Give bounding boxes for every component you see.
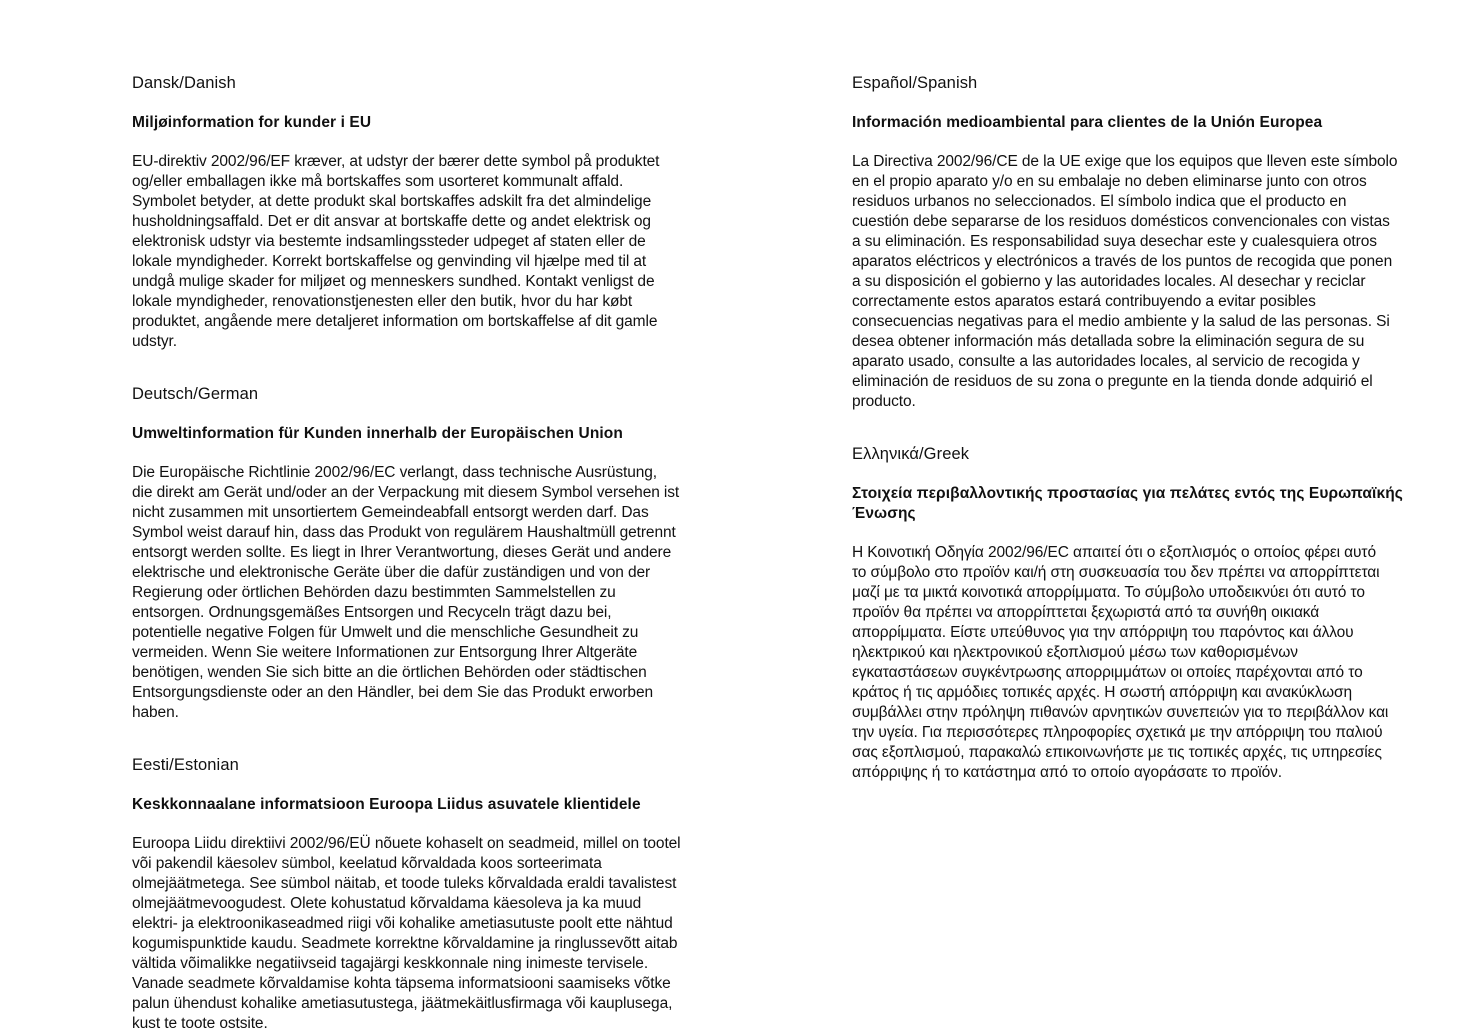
text-line: κράτος ή τις αρμόδιες τοπικές αρχές. Η σωστή απόρριψη και ανακύκλωση: [852, 684, 1353, 701]
section-title-estonian: Keskkonnaalane informatsioon Euroopa Liidus asuvatele klientidele: [132, 796, 641, 813]
text-line: eliminación de residuos de su zona o pregunte en la tienda donde adquirió el: [852, 373, 1373, 390]
text-line: potentielle negative Folgen für Umwelt und die menschliche Gesundheit zu: [132, 624, 639, 641]
section-title-danish: Miljøinformation for kunder i EU: [132, 114, 372, 131]
text-line: haben.: [132, 704, 179, 721]
section-title-greek-line: Ένωσης: [852, 505, 916, 522]
text-line: απορρίμματα. Είστε υπεύθυνος για την απόρριψη του παρόντος και άλλου: [852, 624, 1354, 641]
text-line: entsorgt werden sollte. Es liegt in Ihrer Verantwortung, dieses Gerät und andere: [132, 544, 672, 561]
text-line: Symbolet betyder, at dette produkt skal bortskaffes adskilt fra det almindelige: [132, 193, 652, 210]
text-line: a su disposición el gobierno y las autoridades locales. Al desechar y reciclar: [852, 273, 1366, 290]
section-spanish: [852, 72, 1476, 412]
text-line: vermeiden. Wenn Sie weitere Informationen zur Entsorgung Ihrer Altgeräte: [132, 644, 638, 661]
language-heading-german: Deutsch/German: [132, 385, 259, 403]
text-line: consecuencias negativas para el medio ambiente y la salud de las personas. Si: [852, 313, 1390, 330]
section-greek: [852, 443, 1476, 783]
text-line: husholdningsaffald. Det er dit ansvar at bortskaffe dette og andet elektrisk og: [132, 213, 651, 230]
left-column: [132, 72, 772, 1034]
text-line: μαζί με τα μικτά κοινοτικά απορρίμματα. Το σύμβολο υποδεικνύει ότι αυτό το: [852, 584, 1365, 601]
text-line: kust te toote ostsite.: [132, 1015, 268, 1032]
text-line: Vanade seadmete kõrvaldamise kohta täpsema informatsiooni saamiseks võtke: [132, 975, 671, 992]
text-line: produktet, angående mere detaljeret information om bortskaffelse af dit gamle: [132, 313, 658, 330]
text-line: συμβάλλει στην πρόληψη πιθανών αρνητικών συνεπειών για το περιβάλλον και: [852, 704, 1389, 721]
text-line: aparatos eléctricos y electrónicos a través de los puntos de recogida que ponen: [852, 253, 1393, 270]
paragraph-german: [132, 463, 772, 723]
language-heading-estonian: Eesti/Estonian: [132, 756, 239, 774]
text-line: die direkt am Gerät und/oder an der Verpackung mit diesem Symbol versehen ist: [132, 484, 680, 501]
text-line: εγκαταστάσεων συγκέντρωσης απορριμμάτων οι οποίες παρέχονται από το: [852, 664, 1363, 681]
text-line: udstyr.: [132, 333, 177, 350]
text-line: Die Europäische Richtlinie 2002/96/EC verlangt, dass technische Ausrüstung,: [132, 464, 657, 481]
text-line: nicht zusammen mit unsortiertem Gemeindeabfall entsorgt werden darf. Das: [132, 504, 649, 521]
text-line: Regierung oder örtlichen Behörden dazu bestimmten Sammelstellen zu: [132, 584, 616, 601]
text-line: ηλεκτρικού και ηλεκτρονικού εξοπλισμού μέσω των καθορισμένων: [852, 644, 1298, 661]
text-line: elektronisk udstyr via bestemte indsamlingssteder udpeget af staten eller de: [132, 233, 646, 250]
section-german: [132, 383, 772, 723]
paragraph-estonian: [132, 834, 772, 1034]
text-line: en el propio aparato y/o en su embalaje no deben eliminarse junto con otros: [852, 173, 1367, 190]
text-line: lokale myndigheder, renovationstjenesten eller den butik, hvor du har købt: [132, 293, 633, 310]
text-line: või pakendil käesolev sümbol, keelatud kõrvaldada koos sorteerimata: [132, 855, 602, 872]
text-line: lokale myndigheder. Korrekt bortskaffelse og genvinding vil hjælpe med til at: [132, 253, 647, 270]
section-estonian: [132, 754, 772, 1034]
section-danish: [132, 72, 772, 352]
text-line: correctamente estos aparatos estará contribuyendo a evitar posibles: [852, 293, 1316, 310]
text-line: elektrische und elektronische Geräte über die dafür zuständigen und von der: [132, 564, 651, 581]
text-line: a su eliminación. Es responsabilidad suya desechar este y cualesquiera otros: [852, 233, 1377, 250]
text-line: vältida võimalikke negatiivseid tagajärgi keskkonnale ning inimeste tervisele.: [132, 955, 649, 972]
language-heading-spanish: Español/Spanish: [852, 74, 978, 92]
text-line: Symbol weist darauf hin, dass das Produkt von regulärem Haushaltmüll getrennt: [132, 524, 676, 541]
text-line: απόρριψης ή το κατάστημα από το οποίο αγοράσατε το προϊόν.: [852, 764, 1282, 781]
text-line: og/eller emballagen ikke må bortskaffes som usorteret kommunalt affald.: [132, 173, 624, 190]
text-line: benötigen, wenden Sie sich bitte an die örtlichen Behörden oder städtischen: [132, 664, 647, 681]
text-line: palun ühendust kohalike ametiasutustega, jäätmekäitlusfirmaga või kauplusega,: [132, 995, 673, 1012]
text-line: προϊόν θα πρέπει να απορρίπτεται ξεχωριστά από τα συνήθη οικιακά: [852, 604, 1320, 621]
text-line: La Directiva 2002/96/CE de la UE exige que los equipos que lleven este símbolo: [852, 153, 1398, 170]
text-line: residuos urbanos no seleccionados. El símbolo indica que el producto en: [852, 193, 1347, 210]
text-line: σας εξοπλισμού, παρακαλώ επικοινωνήστε με τις τοπικές αρχές, τις υπηρεσίες: [852, 744, 1382, 761]
text-line: Η Κοινοτική Οδηγία 2002/96/EC απαιτεί ότι ο εξοπλισμός ο οποίος φέρει αυτό: [852, 544, 1376, 561]
section-title-german: Umweltinformation für Kunden innerhalb der Europäischen Union: [132, 425, 623, 442]
section-title-greek: [852, 484, 1476, 524]
paragraph-danish: [132, 152, 772, 352]
paragraph-greek: [852, 543, 1476, 783]
text-line: Euroopa Liidu direktiivi 2002/96/EÜ nõuete kohaselt on seadmeid, millel on tootel: [132, 835, 681, 852]
text-line: το σύμβολο στο προϊόν και/ή στη συσκευασία του δεν πρέπει να απορρίπτεται: [852, 564, 1380, 581]
text-line: EU-direktiv 2002/96/EF kræver, at udstyr der bærer dette symbol på produktet: [132, 153, 660, 170]
right-column: [852, 72, 1476, 783]
text-line: elektri- ja elektroonikaseadmed riigi või kohalike ametiasutuste poolt ette nähtud: [132, 915, 673, 932]
text-line: aparato usado, consulte a las autoridades locales, al servicio de recogida y: [852, 353, 1360, 370]
text-line: olmejäätmetega. See sümbol näitab, et toode tuleks kõrvaldada eraldi tavalistest: [132, 875, 677, 892]
text-line: Entsorgungsdienste oder an den Händler, bei dem Sie das Produkt erworben: [132, 684, 653, 701]
paragraph-spanish: [852, 152, 1476, 412]
text-line: την υγεία. Για περισσότερες πληροφορίες σχετικά με την απόρριψη του παλιού: [852, 724, 1383, 741]
text-line: undgå mulige skader for miljøet og menneskers sundhed. Kontakt venligst de: [132, 273, 655, 290]
section-title-greek-line: Στοιχεία περιβαλλοντικής προστασίας για πελάτες εντός της Ευρωπαϊκής: [852, 485, 1403, 502]
text-line: producto.: [852, 393, 916, 410]
language-heading-greek: Ελληνικά/Greek: [852, 445, 970, 463]
text-line: kogumispunktide kaudu. Seadmete korrektne kõrvaldamine ja ringlussevõtt aitab: [132, 935, 678, 952]
section-title-spanish: Información medioambiental para clientes de la Unión Europea: [852, 114, 1323, 131]
text-line: desea obtener información más detallada sobre la eliminación segura de su: [852, 333, 1365, 350]
text-line: entsorgen. Ordnungsgemäßes Entsorgen und Recyceln trägt dazu bei,: [132, 604, 612, 621]
text-line: cuestión debe separarse de los residuos domésticos convencionales con vistas: [852, 213, 1390, 230]
language-heading-danish: Dansk/Danish: [132, 74, 236, 92]
text-line: olmejäätmevoogudest. Olete kohustatud kõrvaldama käesoleva ja ka muud: [132, 895, 642, 912]
